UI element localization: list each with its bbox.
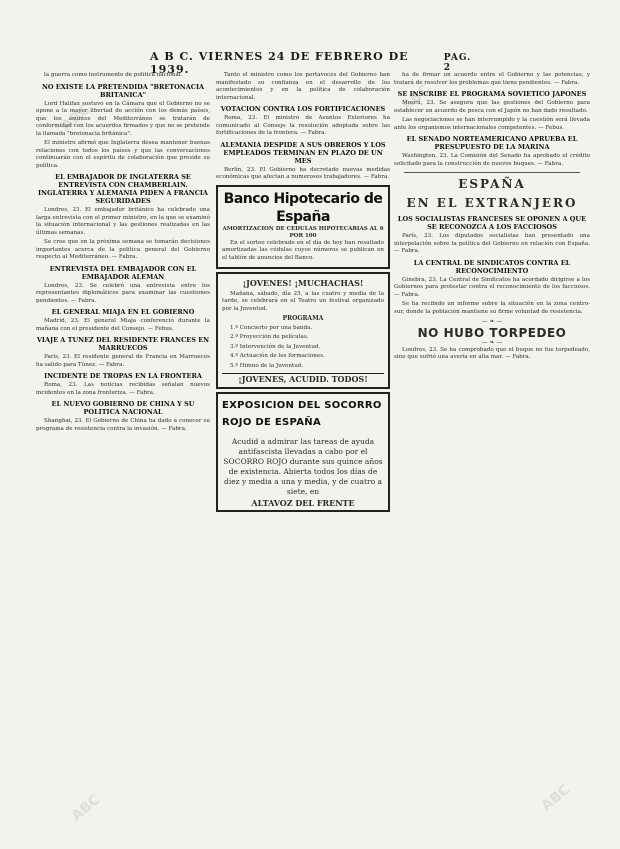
article-headline: SE INSCRIBE EL PROGRAMA SOVIETICO JAPONES <box>397 90 587 98</box>
expo-venue: ALTAVOZ DEL FRENTE <box>251 497 355 508</box>
article-paragraph: Washington, 23. La Comisión del Senado ha aprobado el crédito solicitado para la construcción de nuevos buques. — Fabra. <box>394 153 590 167</box>
watermark: ABC <box>68 791 104 825</box>
column-left <box>36 72 210 842</box>
exposicion-advert <box>216 392 390 513</box>
article-paragraph: París, 23. Los diputados socialistas han presentado una interpelación sobre la política del Gobierno en relación con España. — Fabra. <box>394 233 590 254</box>
article-headline: VOTACION CONTRA LOS FORTIFICACIONES <box>220 105 386 113</box>
article-paragraph: Moscú, 23. Se asegura que las gestiones del Gobierno para establecer un acuerdo de pesca con el Japón no han dado resultado. <box>394 100 590 114</box>
article-headline: LA CENTRAL DE SINDICATOS CONTRA EL RECONOCIMIENTO <box>413 258 571 275</box>
program-item: 1.º Concierto por una banda. <box>230 324 313 331</box>
article-paragraph: ha de firmar un acuerdo entre el Gobierno y las potencias, y tratará de resolver los problemas que tiene pendientes. — Fabra. <box>394 72 590 86</box>
article-headline: EL GENERAL MIAJA EN EL GOBIERNO <box>51 308 195 316</box>
headline-no-hubo: NO HUBO TORPEDEO <box>417 325 567 340</box>
article-paragraph: la guerra como instrumento de política nacional. <box>44 72 183 78</box>
article-paragraph: Londres, 23. El embajador británico ha celebrado una larga entrevista con el primer ministro, en la que se examinó la situación internacional y las gestiones realizadas en las últimas semanas. <box>36 207 210 236</box>
article-headline: EL NUEVO GOBIERNO DE CHINA Y SU POLITICA NACIONAL <box>51 400 195 416</box>
article-headline: ALEMANIA DESPIDE A SUS OBREROS Y LOS EMPLEADOS TERMINAN EN PLAZO DE UN MES <box>220 140 386 165</box>
article-paragraph: Lord Halifax sostuvo en la Cámara que el Gobierno no se opone a la mayor libertad de acción con los demás países, que los asuntos del Mediterráneo se tratarán de conformidad con los acuerdos firmados y que no se pretende la llamada "bretonacia británica". <box>36 100 210 137</box>
article-paragraph: Se cree que en la próxima semana se tomarán decisiones importantes acerca de la política general del Gobierno respecto al Mediterráneo. — Fabra. <box>36 239 210 260</box>
jovenes-call: ¡JOVENES, ACUDID. TODOS! <box>222 373 384 384</box>
article-paragraph: Berlín, 23. El Gobierno ha decretado nuevas medidas económicas que afectan a numerosos trabajadores. — Fabra. <box>216 166 390 180</box>
article-paragraph: Shanghai, 23. El Gobierno de China ha dado a conocer su programa de resistencia contra la invasión. — Fabra. <box>36 418 210 432</box>
header-title: A B C. VIERNES 24 DE FEBRERO DE 1939. <box>150 50 409 76</box>
article-paragraph: Se ha recibido un informe sobre la situación en la zona centro-sur, donde la población mantiene su firme voluntad de resistencia. <box>394 301 590 315</box>
article-headline: LOS SOCIALISTAS FRANCESES SE OPONEN A QUE SE RECONOZCA A LOS FACCIOSOS <box>397 215 587 231</box>
article-paragraph: Londres, 23. Se ha comprobado que el buque no fue torpedeado, sino que sufrió una avería en alta mar. — Fabra. <box>394 346 590 360</box>
banco-body: En el sorteo celebrado en el día de hoy han resultado amortizadas las cédulas cuyos números se publican en el tablón de anuncios del Banco. <box>222 239 384 261</box>
jovenes-body: Mañana, sábado, día 25, a las cuatro y media de la tarde, se celebrará en el Teatro un festival organizado por la Juventud. <box>222 290 384 312</box>
article-paragraph: Tanto el ministro como los portavoces del Gobierno han manifestado su confianza en el desarrollo de los acontecimientos y en la política de colaboración internacional. <box>216 72 390 101</box>
ornament-divider: — ❧ — <box>481 318 503 325</box>
page-number: PAG. 2 <box>443 53 472 73</box>
ornament-divider: — ❧ — <box>481 339 503 346</box>
program-item: 5.º Himno de la Juventud. <box>230 362 304 369</box>
jovenes-advert <box>216 272 390 389</box>
article-headline: INCIDENTE DE TROPAS EN LA FRONTERA <box>44 372 202 380</box>
article-paragraph: París, 23. El residente general de Francia en Marruecos ha salido para Túnez. — Fabra. <box>36 354 210 368</box>
banco-subtitle: AMORTIZACION DE CEDULAS HIPOTECARIAS AL 6 POR 100 <box>222 225 384 239</box>
expo-title-line1: EXPOSICION DEL SOCORRO <box>222 399 382 411</box>
article-headline: EL EMBAJADOR DE INGLATERRA SE ENTREVISTA CON CHAMBERLAIN. INGLATERRA Y ALEMANIA PIDEN A FRANCIA SEGURIDADES <box>38 173 208 205</box>
banco-title: Banco Hipotecario de España <box>223 190 383 225</box>
expo-body: Acudid a admirar las tareas de ayuda antifascista llevadas a cabo por el SOCORRO ROJO durante sus quince años de existencia. Abierta todos los días de diez y media a una y media, y de cuatro a siete, en <box>223 436 383 496</box>
article-paragraph: Las negociaciones se han interrumpido y la cuestión será llevada ante los organismos internacionales competentes. — Febus. <box>394 117 590 131</box>
article-paragraph: Londres, 23. Se celebró una entrevista entre los representantes diplomáticos para examinar las cuestiones pendientes. — Fabra. <box>36 282 210 304</box>
section-title-extranjero: EN EL EXTRANJERO <box>406 196 578 210</box>
program-heading: PROGRAMA <box>282 315 324 322</box>
article-paragraph: Roma, 23. Las noticias recibidas señalan nuevos incidentes en la zona fronteriza. — Fabra. <box>36 382 210 396</box>
program-item: 4.º Actuación de los formaciones. <box>230 353 325 359</box>
article-headline: NO EXISTE LA PRETENDIDA "BRETONACIA BRITANICA" <box>41 82 205 99</box>
expo-title-line2: ROJO DE ESPAÑA <box>222 416 322 428</box>
banco-advert <box>216 185 390 270</box>
column-middle <box>216 72 390 842</box>
jovenes-title: ¡JOVENES! ¡MUCHACHAS! <box>242 278 364 288</box>
column-right <box>394 72 590 842</box>
article-headline: VIAJE A TUNEZ DEL RESIDENTE FRANCES EN MARRUECOS <box>36 336 210 352</box>
article-headline: EL SENADO NORTEAMERICANO APRUEBA EL PRESUPUESTO DE LA MARINA <box>406 135 578 151</box>
watermark: ABC <box>58 101 94 135</box>
article-headline: ENTREVISTA DEL EMBAJADOR CON EL EMBAJADOR ALEMAN <box>49 264 197 281</box>
watermark: ABC <box>398 81 434 115</box>
article-paragraph: Roma, 23. El ministro de Asuntos Exteriores ha comunicado al Consejo la resolución adoptada sobre las fortificaciones de la frontera. — Fabra. <box>216 115 390 136</box>
divider <box>404 172 580 173</box>
watermark: ABC <box>538 781 574 815</box>
article-paragraph: El ministro afirmó que Inglaterra desea mantener buenas relaciones con todos los países y que las conversaciones continuarán con el espíritu de colaboración que preside su política. <box>36 140 210 169</box>
article-paragraph: Madrid, 23. El general Miaja conferenció durante la mañana con el presidente del Consejo. — Febus. <box>36 318 210 332</box>
program-item: 3.º Intervención de la Juventud. <box>230 343 321 350</box>
article-paragraph: Ginebra, 23. La Central de Sindicatos ha acordado dirigirse a los Gobiernos para protestar contra el reconocimiento de los facciosos. — Fabra. <box>394 276 590 298</box>
section-title-espana: ESPAÑA <box>458 177 526 191</box>
program-item: 2.º Proyección de películas. <box>230 334 309 340</box>
